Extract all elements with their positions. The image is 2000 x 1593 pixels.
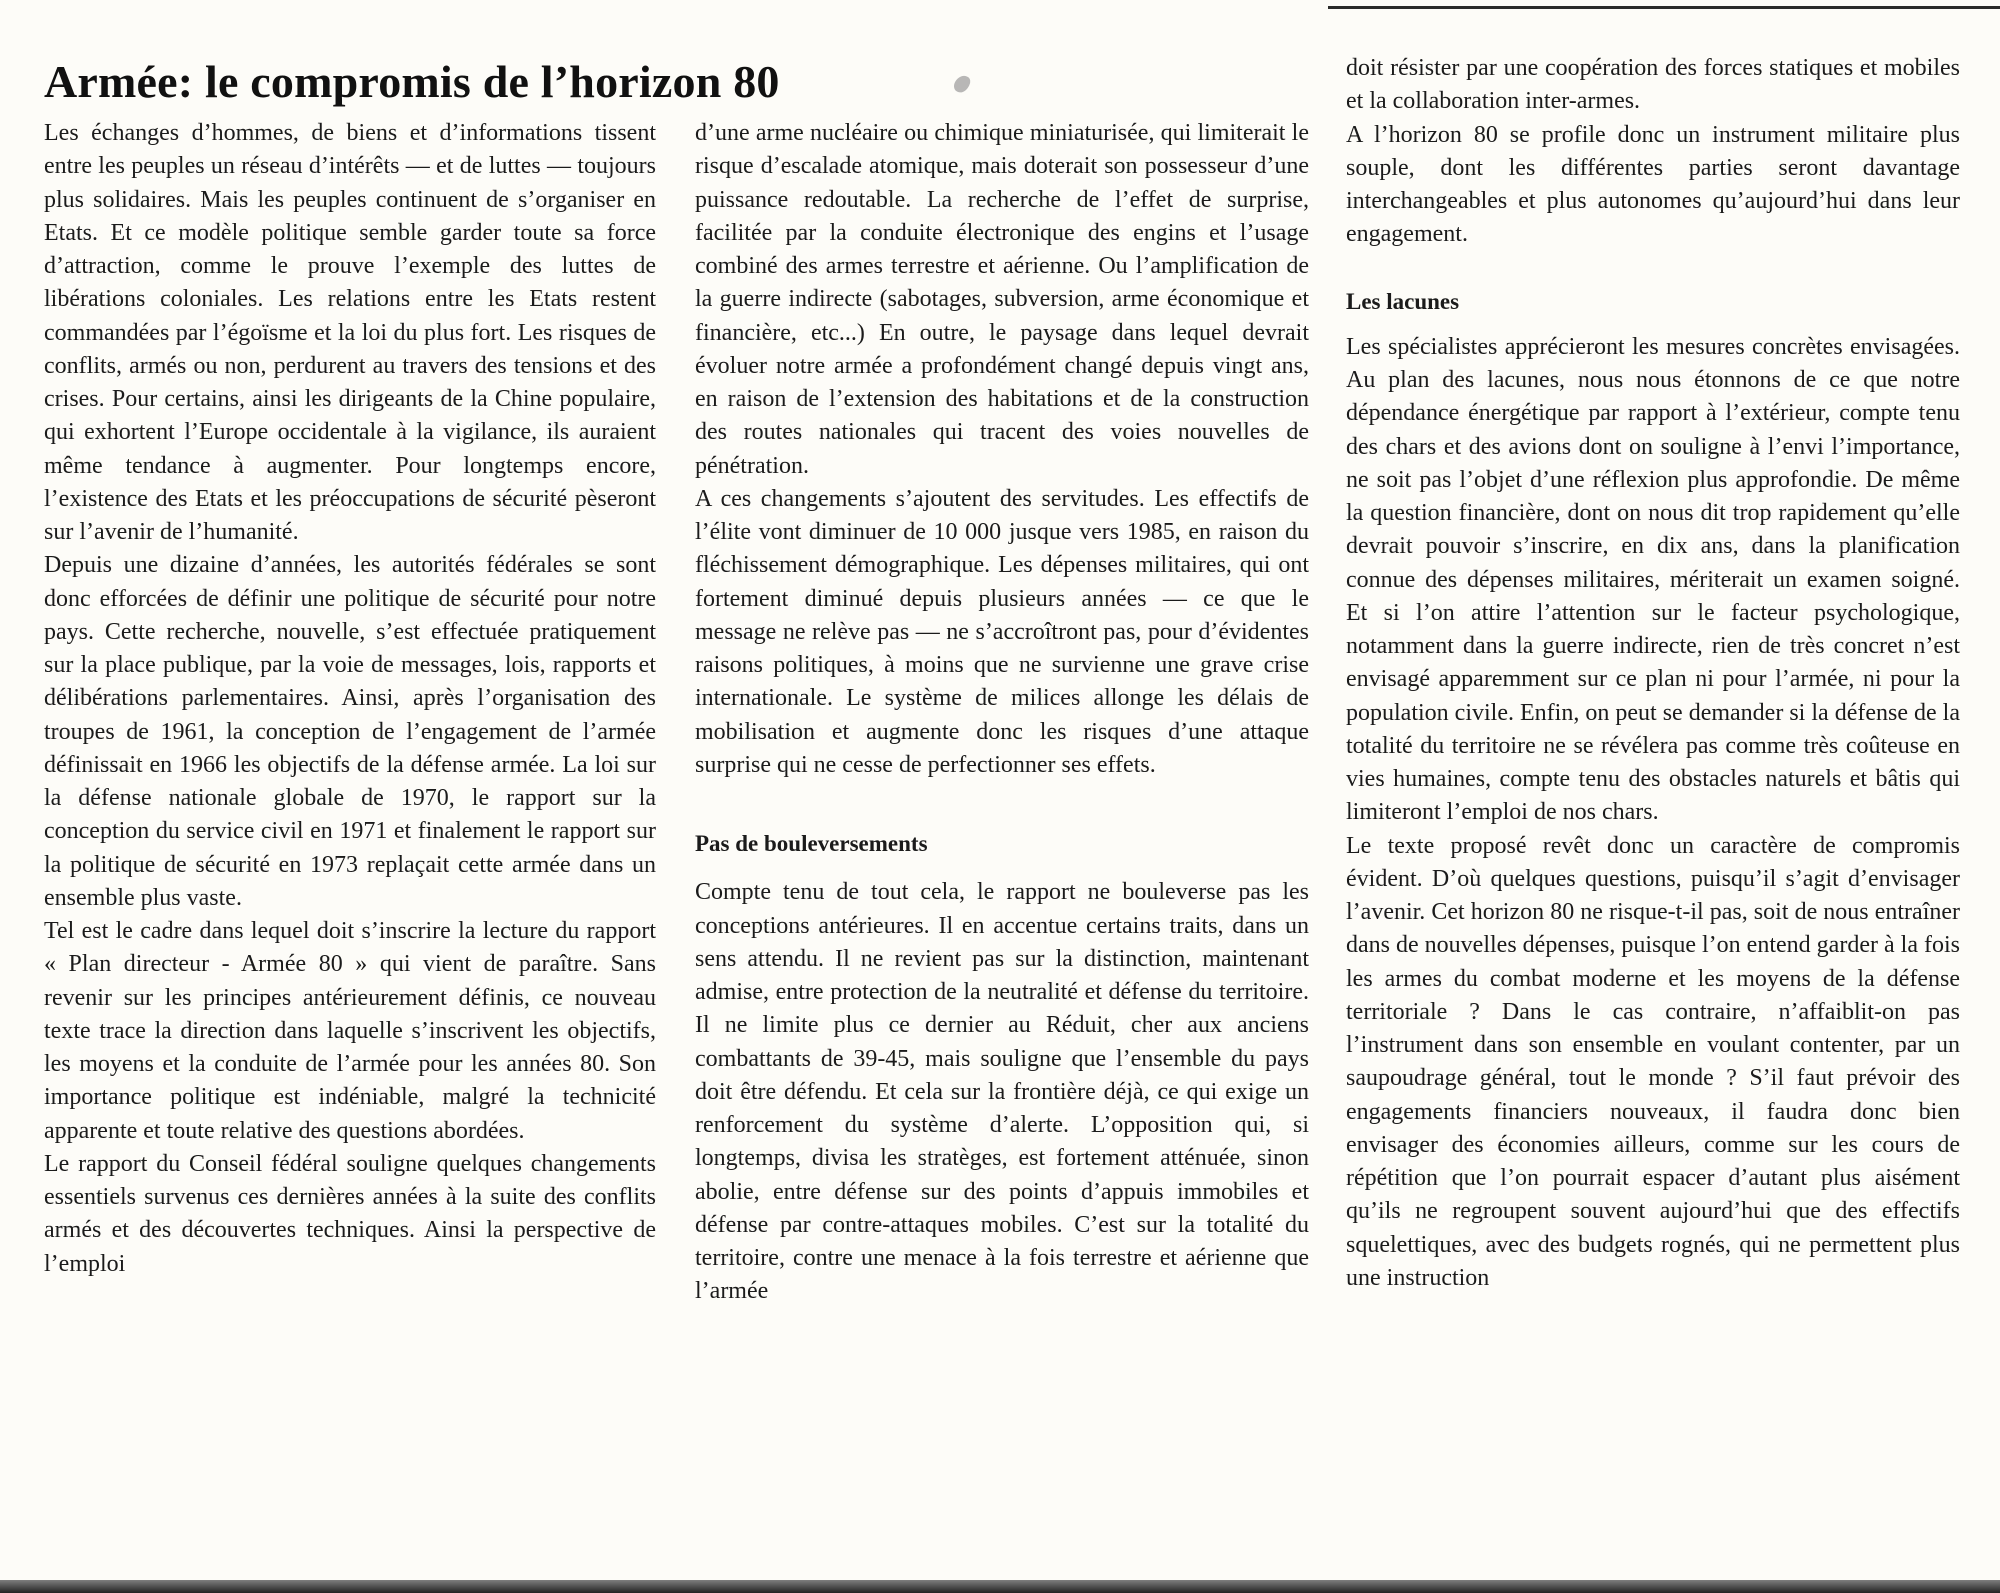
article-headline: Armée: le compromis de l’horizon 80 [44,56,780,107]
section-heading: Les lacunes [1346,288,1460,314]
body-paragraph: Les échanges d’hommes, de biens et d’informations tissent entre les peuples un réseau d’intérêts — et de luttes — toujours plus solidaires. Mais les peuples continuent de s’organiser en Etats. Et ce modèle politique semble garder toute sa force d’attraction, comme le prouve l’exemple des luttes de libérations coloniales. Les relations entre les Etats restent commandées par l’égoïsme et la loi du plus fort. Les risques de conflits, armés ou non, perdurent au travers des tensions et des crises. Pour certains, ainsi les dirigeants de la Chine populaire, qui exhortent l’Europe occidentale à la vigilance, ils auraient même tendance à augmenter. Pour longtemps encore, l’existence des Etats et les préoccupations de sécurité pèseront sur l’avenir de l’humanité. [44,120,656,545]
body-paragraph: A l’horizon 80 se profile donc un instrument militaire plus souple, dont les différentes parties seront davantage interchangeables et plus autonomes qu’aujourd’hui dans leur engagement. [1346,121,1960,248]
article-column-3 [1346,52,1960,1295]
body-paragraph: Le texte proposé revêt donc un caractère de compromis évident. D’où quelques questions, puisqu’il s’agit d’envisager l’avenir. Cet horizon 80 ne risque-t-il pas, soit de nous entraîner dans de nouvelles dépenses, puisque l’on entend garder à la fois les armes du combat moderne et les moyens de la défense territoriale ? Dans le cas contraire, n’affaiblit-on pas l’instrument dans son ensemble en voulant contenter, par un saupoudrage général, tout le monde ? S’il faut prévoir des engagements financiers nouveaux, il faudra donc bien envisager des économies ailleurs, comme sur les cours de répétition que l’on pourrait espacer d’autant plus aisément qu’ils ne regroupent souvent aujourd’hui que des effectifs squelettiques, avec des budgets rognés, qui ne permettent plus une instruction [1346,832,1960,1291]
article-column-1 [44,117,656,1281]
ink-smudge [951,73,972,96]
body-paragraph: d’une arme nucléaire ou chimique miniaturisée, qui limiterait le risque d’escalade atomique, mais doterait son possesseur d’une puissance redoutable. La recherche de l’effet de surprise, facilitée par la conduite électronique des engins et l’usage combiné des armes terrestre et aérienne. Ou l’amplification de la guerre indirecte (sabotages, subversion, arme économique et financière, etc...) En outre, le paysage dans lequel devrait évoluer notre armée a profondément changé depuis vingt ans, en raison de l’extension des habitations et de la construction des routes nationales qui tracent des voies nouvelles de pénétration. [695,120,1309,479]
bottom-rule [0,1580,2000,1593]
body-paragraph: Le rapport du Conseil fédéral souligne quelques changements essentiels survenus ces dernières années à la suite des conflits armés et des découvertes techniques. Ainsi la perspective de l’emploi [44,1150,656,1277]
body-paragraph: Compte tenu de tout cela, le rapport ne bouleverse pas les conceptions antérieures. Il en accentue certains traits, dans un sens attendu. Il ne revient pas sur la distinction, maintenant admise, entre protection de la neutralité et défense du territoire. Il ne limite plus ce dernier au Réduit, cher aux anciens combattants de 39-45, mais souligne que l’ensemble du pays doit être défendu. Et cela sur la frontière déjà, ce qui exige un renforcement du système d’alerte. L’opposition qui, si longtemps, divisa les stratèges, est fortement atténuée, sinon abolie, entre défense sur des points d’appuis immobiles et défense par contre-attaques mobiles. C’est sur la totalité du territoire, contre une menace à la fois terrestre et aérienne que l’armée [695,879,1309,1305]
body-paragraph: Depuis une dizaine d’années, les autorités fédérales se sont donc efforcées de définir une politique de sécurité pour notre pays. Cette recherche, nouvelle, s’est effectuée pratiquement sur la place publique, par la voie de messages, lois, rapports et délibérations parlementaires. Ainsi, après l’organisation des troupes de 1961, la conception de l’engagement de l’armée définissait en 1966 les objectifs de la défense armée. La loi sur la défense nationale globale de 1970, le rapport sur la conception du service civil en 1971 et finalement le rapport sur la politique de sécurité en 1973 replaçait cette armée dans un ensemble plus vaste. [44,552,656,911]
body-paragraph: A ces changements s’ajoutent des servitudes. Les effectifs de l’élite vont diminuer de 10 000 jusque vers 1985, en raison du fléchissement démographique. Les dépenses militaires, qui ont fortement diminué depuis plusieurs années — ce que le message ne relève pas — ne s’accroîtront pas, pour d’évidentes raisons politiques, à moins que ne survienne une grave crise internationale. Le système de milices allonge les délais de mobilisation et augmente donc les risques d’une attaque surprise qui ne cesse de perfectionner ses effets. [695,485,1309,778]
article-column-2 [695,117,1309,1309]
top-rule [1328,6,2000,9]
section-heading: Pas de bouleversements [695,831,928,856]
body-paragraph: doit résister par une coopération des forces statiques et mobiles et la collaboration inter-armes. [1346,55,1960,115]
body-paragraph: Tel est le cadre dans lequel doit s’inscrire la lecture du rapport « Plan directeur - Armée 80 » qui vient de paraître. Sans revenir sur les principes antérieurement définis, ce nouveau texte trace la direction dans laquelle s’inscrivent les objectifs, les moyens et la conduite de l’armée pour les années 80. Son importance politique est indéniable, malgré la technicité apparente et toute relative des questions abordées. [44,918,656,1144]
body-paragraph: Les spécialistes apprécieront les mesures concrètes envisagées. Au plan des lacunes, nous nous étonnons de ce que notre dépendance énergétique par rapport à l’extérieur, compte tenu des chars et des avions dont on souligne à l’envi l’importance, ne soit pas l’objet d’une réflexion plus approfondie. De même la question financière, dont on nous dit trop rapidement qu’elle devrait pouvoir s’inscrire, en dix ans, dans la planification connue des dépenses militaires, mériterait un examen soigné. Et si l’on attire l’attention sur le facteur psychologique, notamment dans la guerre indirecte, rien de très concret n’est envisagé apparemment sur ce plan ni pour l’armée, ni pour la population civile. Enfin, on peut se demander si la défense de la totalité du territoire ne se révélera pas comme très coûteuse en vies humaines, compte tenu des obstacles naturels et bâtis qui limiteront l’emploi de nos chars. [1346,333,1960,826]
